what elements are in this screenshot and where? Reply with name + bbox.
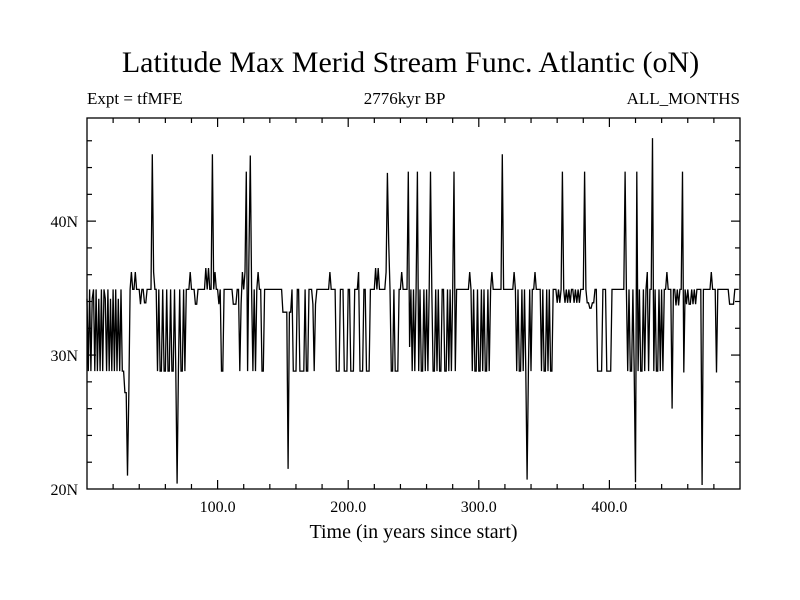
x-axis-title: Time (in years since start) (309, 521, 518, 543)
page-title: Latitude Max Merid Stream Func. Atlantic (oN) (121, 46, 700, 79)
x-tick-label: 300.0 (460, 499, 497, 516)
y-tick-label: 40N (50, 214, 78, 232)
time-bp-label: 2776kyr BP (363, 89, 446, 108)
months-label: ALL_MONTHS (626, 89, 740, 108)
x-tick-label: 400.0 (591, 499, 628, 516)
y-tick-label: 30N (50, 348, 78, 366)
y-tick-label: 20N (50, 482, 78, 499)
data-series-line (87, 138, 739, 485)
experiment-label: Expt = tfMFE (87, 89, 183, 108)
x-tick-label: 100.0 (199, 499, 236, 516)
x-tick-label: 200.0 (330, 499, 367, 516)
